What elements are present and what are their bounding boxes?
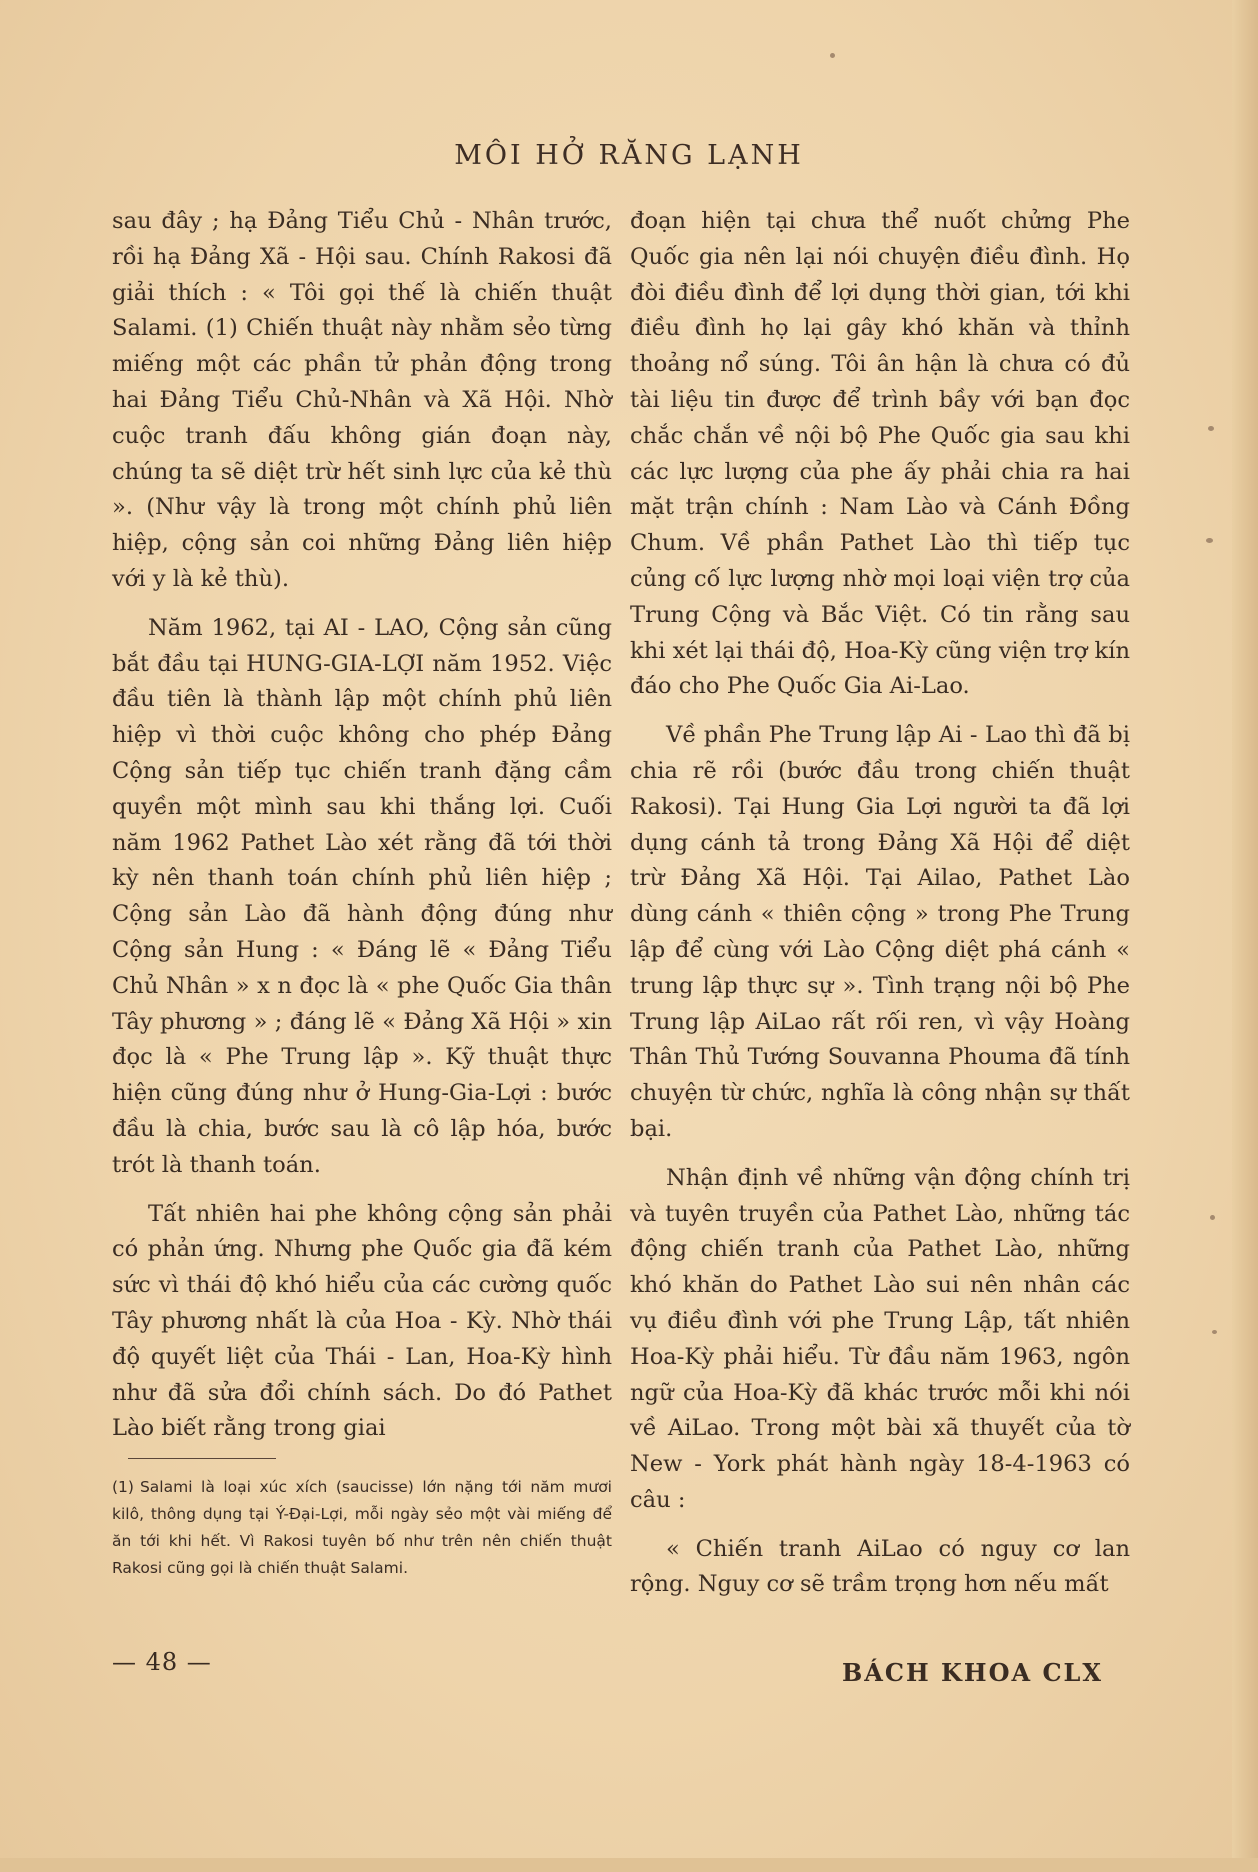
paper-speck [1210, 1215, 1215, 1220]
footnote-text: Salami là loại xúc xích (saucisse) lớn nặng tới năm mươi kilô, thông dụng tại Ý-Đại-Lợi, mỗi ngày sẻo một vài miếng để ăn tới khi hết. Vì Rakosi tuyên bố như trên nên chiến thuật Rakosi cũng gọi là chiến thuật Salami. [112, 1478, 612, 1577]
paper-speck [830, 53, 835, 58]
paragraph: đoạn hiện tại chưa thể nuốt chửng Phe Quốc gia nên lại nói chuyện điều đình. Họ đòi điều đình để lợi dụng thời gian, tới khi điều đình họ lại gây khó khăn và thỉnh thoảng nổ súng. Tôi ân hận là chưa có đủ tài liệu tin được để trình bầy với bạn đọc chắc chắn về nội bộ Phe Quốc gia sau khi các lực lượng của phe ấy phải chia ra hai mặt trận chính : Nam Lào và Cánh Đồng Chum. Về phần Pathet Lào thì tiếp tục củng cố lực lượng nhờ mọi loại viện trợ của Trung Cộng và Bắc Việt. Có tin rằng sau khi xét lại thái độ, Hoa-Kỳ cũng viện trợ kín đáo cho Phe Quốc Gia Ai-Lao. [630, 208, 1130, 700]
page-edge-shadow [1232, 0, 1258, 1872]
running-header: MÔI HỞ RĂNG LẠNH [454, 140, 804, 171]
paragraph: « Chiến tranh AiLao có nguy cơ lan rộng. Nguy cơ sẽ trầm trọng hơn nếu mất [630, 1535, 1130, 1598]
paragraph: sau đây ; hạ Đảng Tiểu Chủ - Nhân trước, rồi hạ Đảng Xã - Hội sau. Chính Rakosi đã giải thích : « Tôi gọi thế là chiến thuật Salami. (1) Chiến thuật này nhằm sẻo từng miếng một các phần tử phản động trong hai Đảng Tiểu Chủ-Nhân và Xã Hội. Nhờ cuộc tranh đấu không gián đoạn này, chúng ta sẽ diệt trừ hết sinh lực của kẻ thù ». (Như vậy là trong một chính phủ liên hiệp, cộng sản coi những Đảng liên hiệp với y là kẻ thù). [112, 208, 612, 592]
page-bottom-edge [0, 1858, 1258, 1872]
footnote-divider [128, 1458, 276, 1459]
paper-speck [1206, 538, 1213, 543]
paragraph: Tất nhiên hai phe không cộng sản phải có phản ứng. Nhưng phe Quốc gia đã kém sức vì thái độ khó hiểu của các cường quốc Tây phương nhất là của Hoa - Kỳ. Nhờ thái độ quyết liệt của Thái - Lan, Hoa-Kỳ hình như đã sửa đổi chính sách. Do đó Pathet Lào biết rằng trong giai [112, 1200, 612, 1442]
paper-speck [1212, 1330, 1217, 1334]
paper-speck [1208, 426, 1214, 431]
paragraph: Năm 1962, tại AI - LAO, Cộng sản cũng bắt đầu tại HUNG-GIA-LỢI năm 1952. Việc đầu tiên là thành lập một chính phủ liên hiệp vì thời cuộc không cho phép Đảng Cộng sản tiếp tục chiến tranh đặng cầm quyền một mình sau khi thắng lợi. Cuối năm 1962 Pathet Lào xét rằng đã tới thời kỳ nên thanh toán chính phủ liên hiệp ; Cộng sản Lào đã hành động đúng như Cộng sản Hung : « Đáng lẽ « Đảng Tiểu Chủ Nhân » x n đọc là « phe Quốc Gia thân Tây phương » ; đáng lẽ « Đảng Xã Hội » xin đọc là « Phe Trung lập ». Kỹ thuật thực hiện cũng đúng như ở Hung-Gia-Lợi : bước đầu là chia, bước sau là cô lập hóa, bước trót là thanh toán. [112, 614, 612, 1178]
right-column [630, 204, 1130, 1603]
page-number: — 48 — [112, 1648, 212, 1676]
paragraph: Về phần Phe Trung lập Ai - Lao thì đã bị chia rẽ rồi (bước đầu trong chiến thuật Rakosi). Tại Hung Gia Lợi người ta đã lợi dụng cánh tả trong Đảng Xã Hội để diệt trừ Đảng Xã Hội. Tại Ailao, Pathet Lào dùng cánh « thiên cộng » trong Phe Trung lập để cùng với Lào Cộng diệt phá cánh « trung lập thực sự ». Tình trạng nội bộ Phe Trung lập AiLao rất rối ren, vì vậy Hoàng Thân Thủ Tướng Souvanna Phouma đã tính chuyện từ chức, nghĩa là công nhận sự thất bại. [630, 722, 1130, 1142]
footnote-marker: (1) [112, 1478, 134, 1496]
publication-footer: BÁCH KHOA CLX [842, 1658, 1104, 1687]
left-column [112, 204, 612, 1447]
paragraph: Nhận định về những vận động chính trị và tuyên truyền của Pathet Lào, những tác động chiến tranh của Pathet Lào, những khó khăn do Pathet Lào sui nên nhân các vụ điều đình với phe Trung Lập, tất nhiên Hoa-Kỳ phải hiểu. Từ đầu năm 1963, ngôn ngữ của Hoa-Kỳ đã khác trước mỗi khi nói về AiLao. Trong một bài xã thuyết của tờ New - York phát hành ngày 18-4-1963 có câu : [630, 1164, 1130, 1513]
footnote [112, 1474, 612, 1582]
